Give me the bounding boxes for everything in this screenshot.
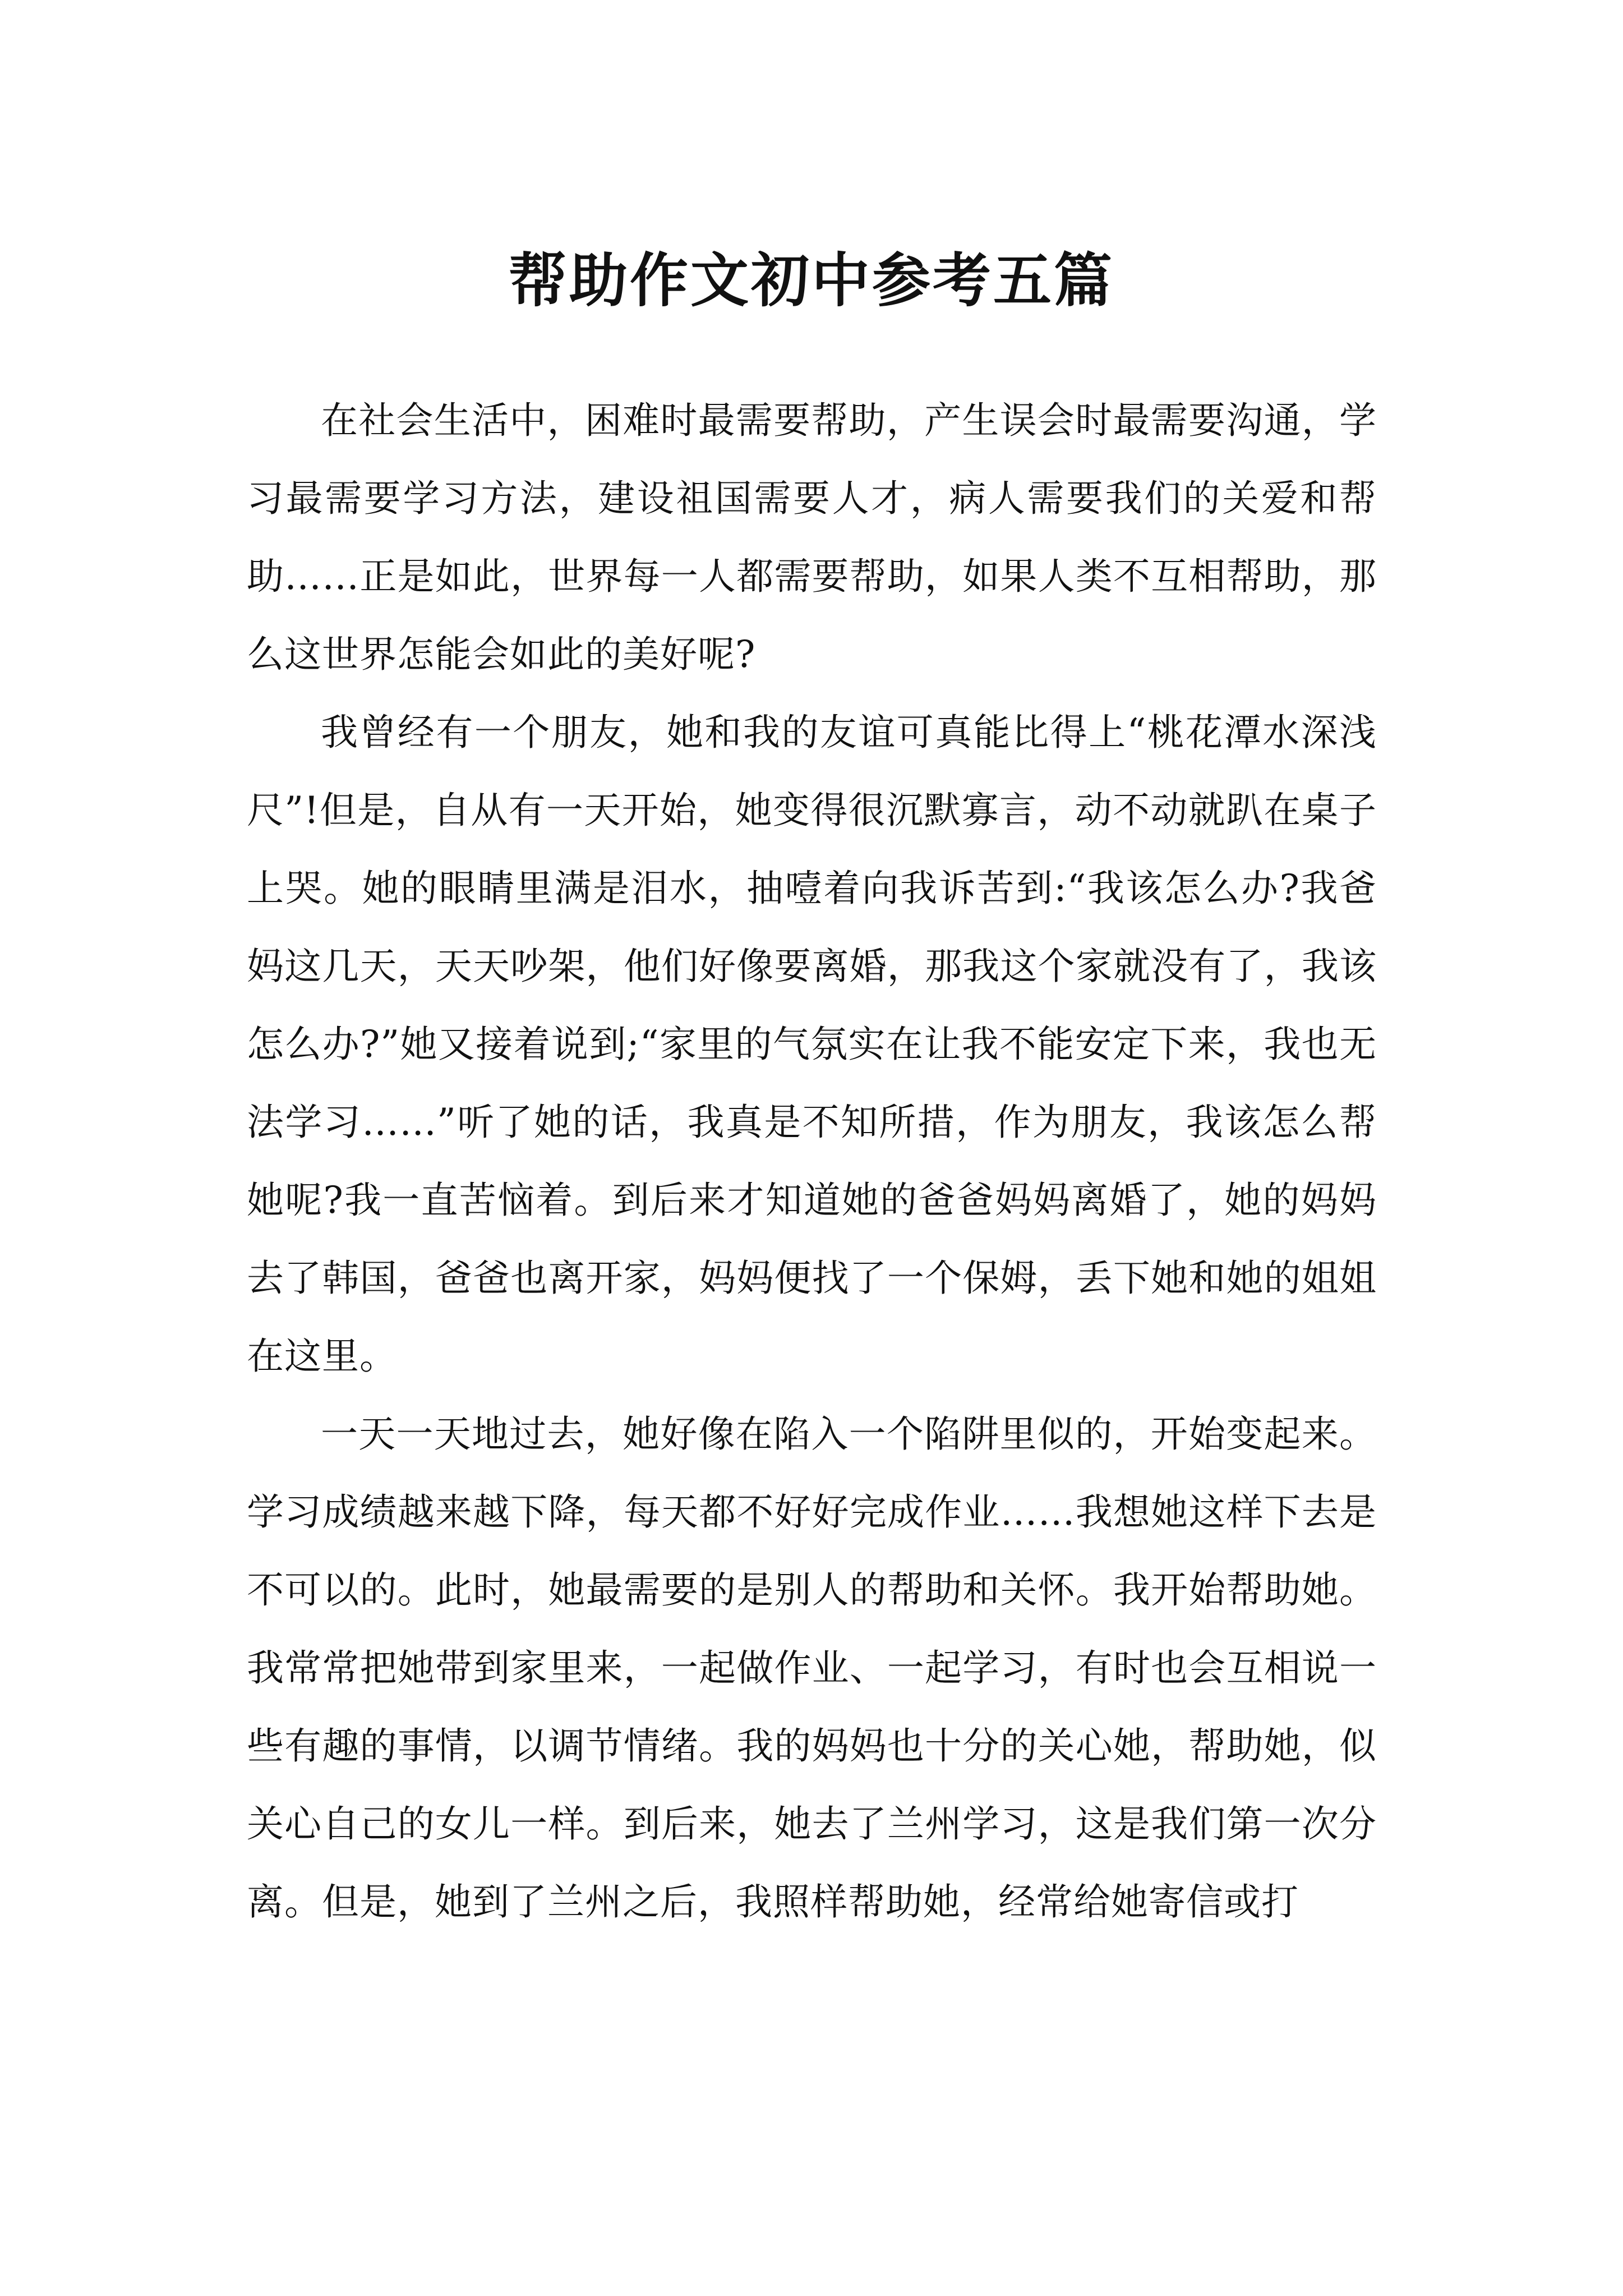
paragraph-1: 在社会生活中，困难时最需要帮助，产生误会时最需要沟通，学习最需要学习方法，建设祖国需要人才，病人需要我们的关爱和帮助……正是如此，世界每一人都需要帮助，如果人类不互相帮助，那么这世界怎能会如此的美好呢? (247, 399, 1377, 676)
paragraph-3: 一天一天地过去，她好像在陷入一个陷阱里似的，开始变起来。学习成绩越来越下降，每天都不好好完成作业……我想她这样下去是不可以的。此时，她最需要的是别人的帮助和关怀。我开始帮助她。我常常把她带到家里来，一起做作业、一起学习，有时也会互相说一些有趣的事情，以调节情绪。我的妈妈也十分的关心她，帮助她，似关心自己的女儿一样。到后来，她去了兰州学习，这是我们第一次分离。但是，她到了兰州之后，我照样帮助她，经常给她寄信或打 (247, 1412, 1377, 1924)
paragraph-2: 我曾经有一个朋友，她和我的友谊可真能比得上“桃花潭水深浅尺”!但是，自从有一天开始，她变得很沉默寡言，动不动就趴在桌子上哭。她的眼睛里满是泪水，抽噎着向我诉苦到:“我该怎么办?我爸妈这几天，天天吵架，他们好像要离婚，那我这个家就没有了，我该怎么办?”她又接着说到;“家里的气氛实在让我不能安定下来，我也无法学习……”听了她的话，我真是不知所措，作为朋友，我该怎么帮她呢?我一直苦恼着。到后来才知道她的爸爸妈妈离婚了，她的妈妈去了韩国，爸爸也离开家，妈妈便找了一个保姆，丢下她和她的姐姐在这里。 (247, 711, 1377, 1378)
document-body (247, 381, 1377, 1941)
document-title: 帮助作文初中参考五篇 (508, 245, 1114, 315)
